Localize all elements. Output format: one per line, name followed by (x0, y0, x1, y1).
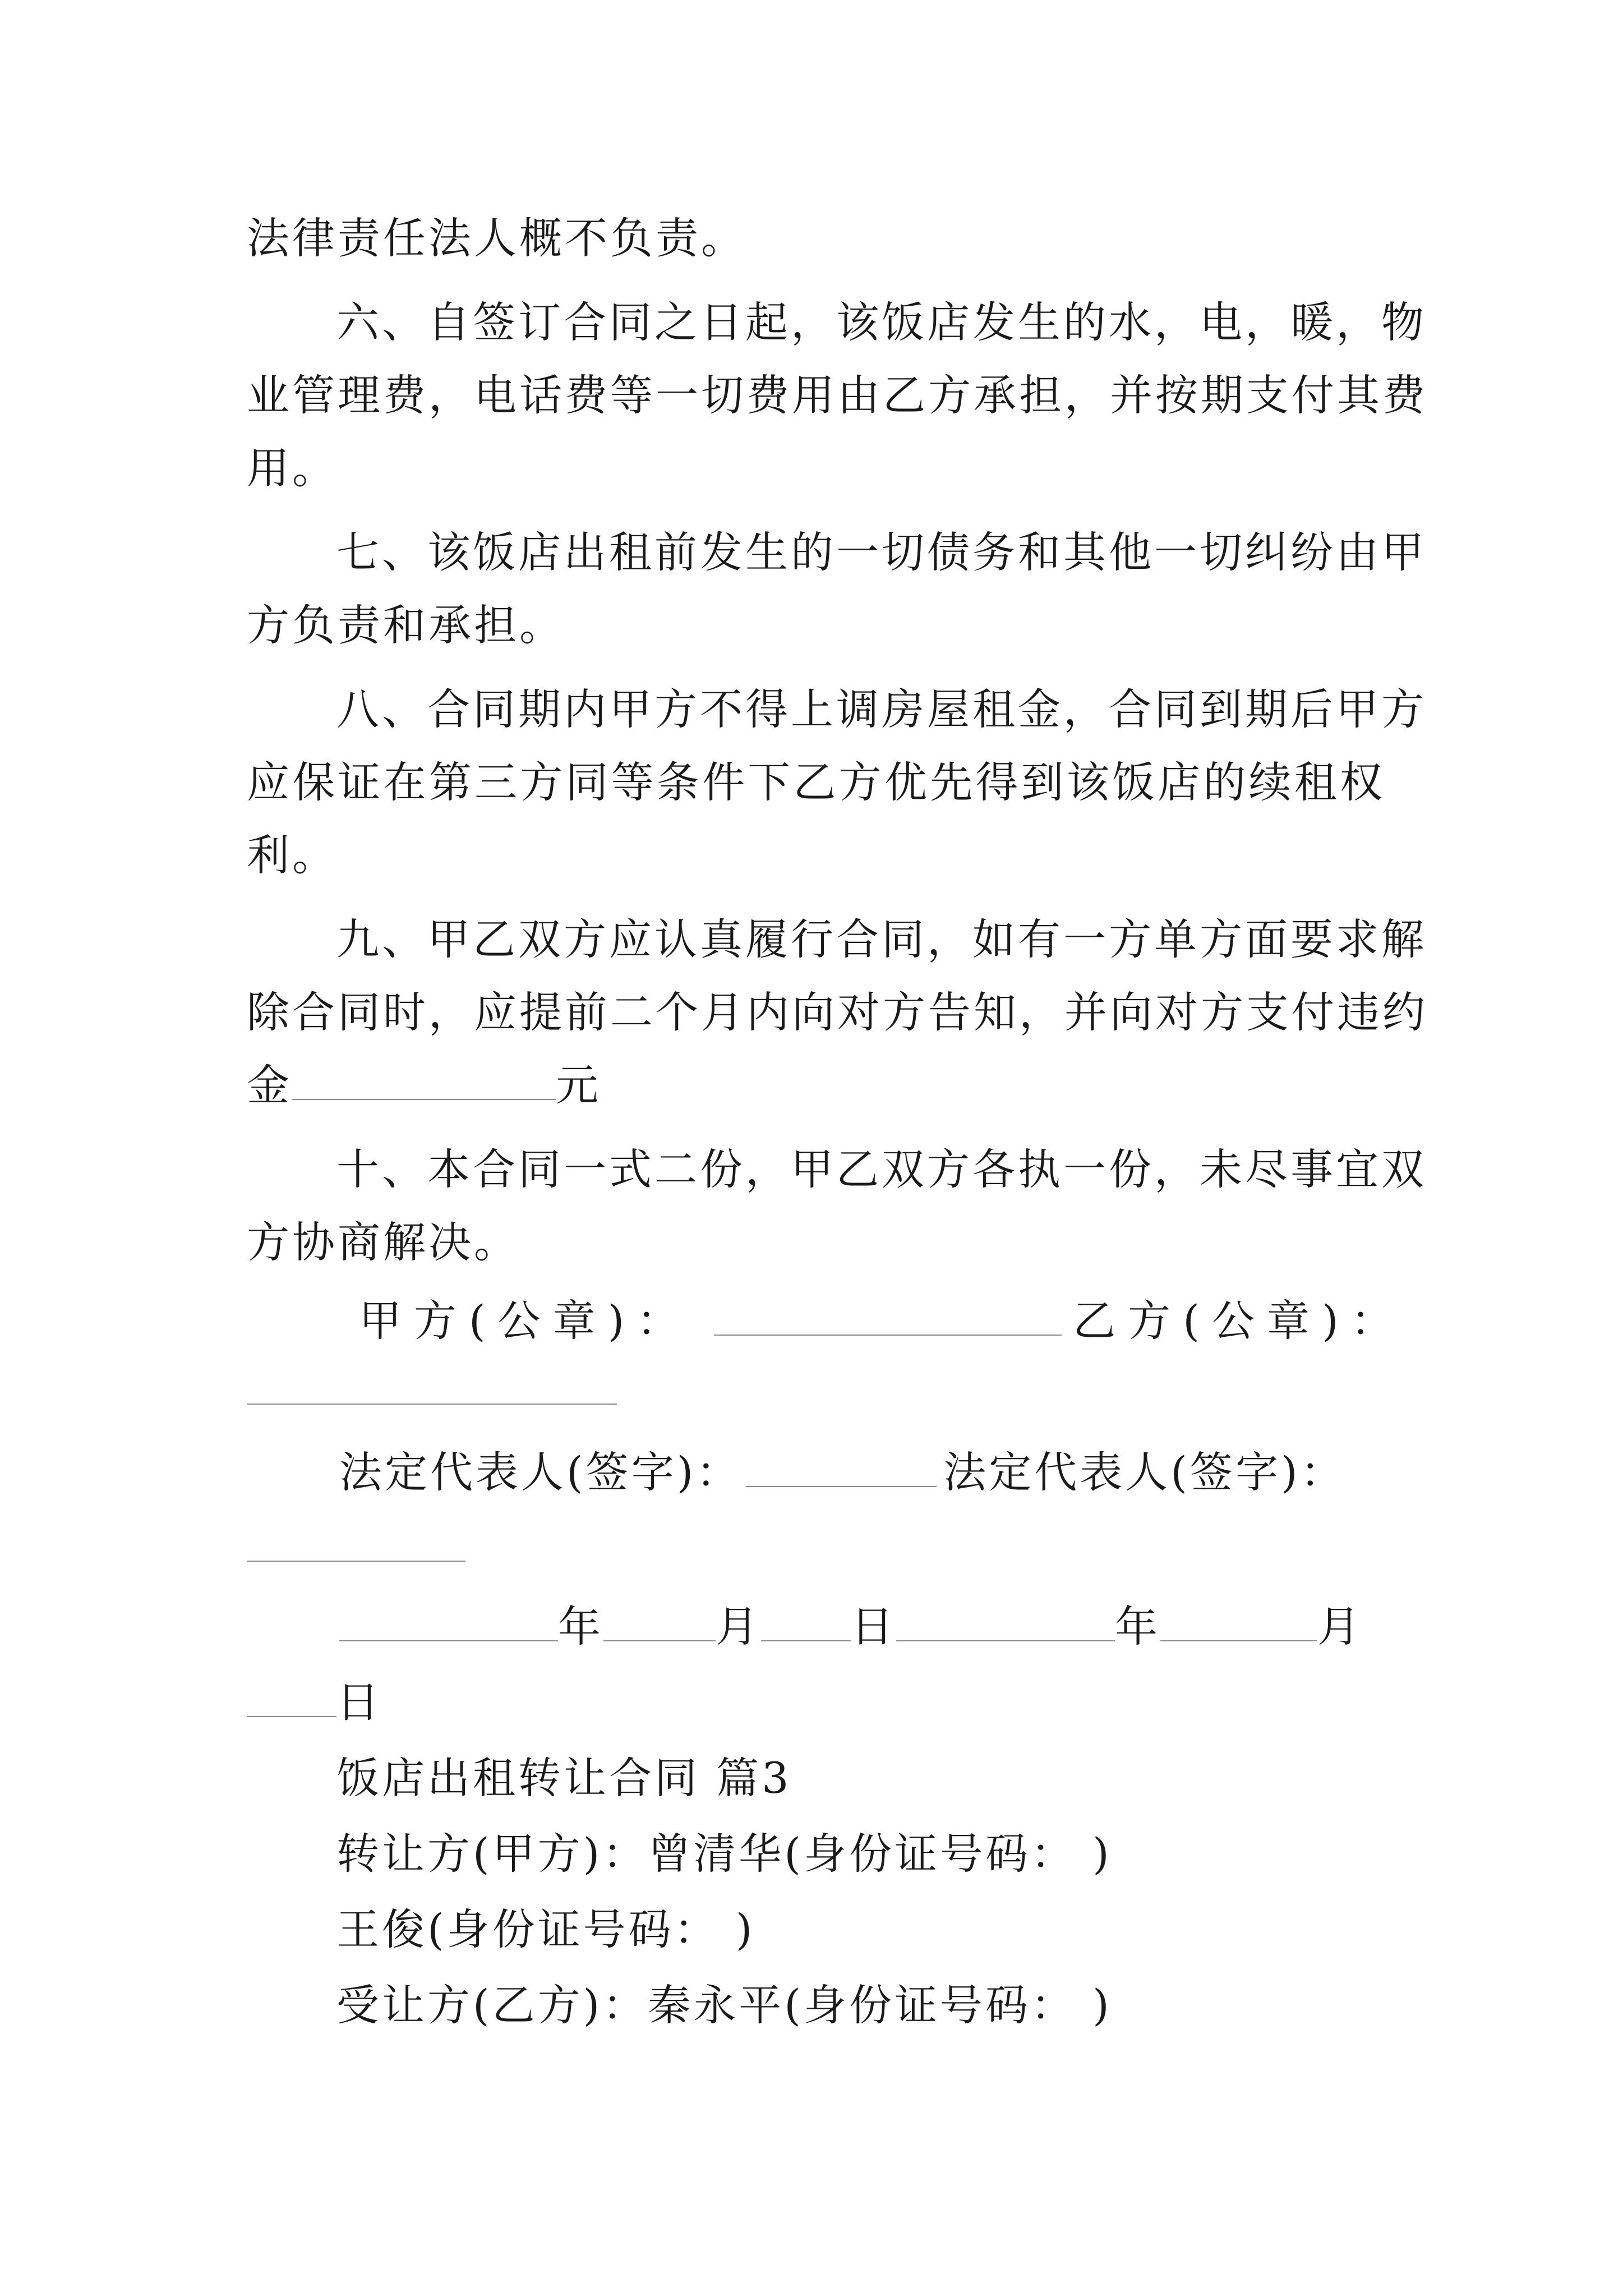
seal-line (359, 1293, 1406, 1349)
rep-a-label: 法定代表人(签字)： (339, 1447, 742, 1497)
clause-10-line-2: 方协商解决。 (247, 1217, 519, 1267)
month-a-label: 月 (716, 1602, 761, 1651)
day-b-blank (247, 1676, 336, 1717)
section-title: 饭店出租转让合同 篇3 (336, 1753, 792, 1803)
clause-9-line-3 (247, 1057, 1385, 1114)
party-b-seal-blank (247, 1404, 617, 1405)
clause-9-line-1: 九、甲乙双方应认真履行合同，如有一方单方面要求解 (336, 914, 1427, 964)
clause-7-line-2: 方负责和承担。 (247, 600, 565, 650)
rep-b-label: 法定代表人(签字)： (943, 1447, 1346, 1497)
penalty-label: 金 (247, 1060, 292, 1110)
day-a-label: 日 (851, 1602, 896, 1651)
year-b-label: 年 (1115, 1602, 1160, 1651)
representative-line (339, 1444, 1388, 1501)
clause-6-line-3: 用。 (247, 443, 338, 493)
currency-unit: 元 (556, 1060, 601, 1110)
date-line (339, 1599, 1388, 1655)
rep-b-signature-blank (247, 1561, 465, 1562)
year-b-blank (896, 1600, 1115, 1641)
clause-8-line-3: 利。 (247, 830, 338, 880)
penalty-amount-blank (292, 1059, 556, 1100)
rep-a-signature-blank (746, 1446, 937, 1487)
year-a-label: 年 (558, 1602, 603, 1651)
day-a-blank (761, 1600, 851, 1641)
clause-7-line-1: 七、该饭店出租前发生的一切债务和其他一切纠纷由甲 (336, 527, 1427, 577)
clause-8-line-1: 八、合同期内甲方不得上调房屋租金，合同到期后甲方 (336, 684, 1427, 734)
transferee-line: 受让方(乙方)：秦永平(身份证号码： ) (336, 1980, 1112, 2030)
day-b-label: 日 (336, 1677, 382, 1727)
month-b-label: 月 (1317, 1602, 1363, 1651)
party-a-seal-label: 甲方(公章)： (359, 1296, 692, 1346)
transferor-line: 转让方(甲方)：曾清华(身份证号码： ) (336, 1829, 1112, 1879)
clause-6-line-1: 六、自签订合同之日起，该饭店发生的水，电，暖，物 (336, 297, 1427, 347)
clause-9-line-2: 除合同时，应提前二个月内向对方告知，并向对方支付违约 (247, 987, 1428, 1037)
party-a-seal-blank (714, 1294, 1062, 1336)
transferor-2-line: 王俊(身份证号码： ) (336, 1904, 755, 1954)
party-b-seal-label: 乙方(公章)： (1073, 1296, 1406, 1346)
clause-6-line-2: 业管理费，电话费等一切费用由乙方承担，并按期支付其费 (247, 370, 1428, 420)
month-a-blank (603, 1600, 716, 1641)
date-line-continued (247, 1674, 1385, 1731)
year-a-blank (339, 1600, 558, 1641)
text-line: 法律责任法人概不负责。 (247, 213, 746, 263)
clause-10-line-1: 十、本合同一式二份，甲乙双方各执一份，未尽事宜双 (336, 1144, 1427, 1194)
month-b-blank (1160, 1600, 1317, 1641)
clause-8-line-2: 应保证在第三方同等条件下乙方优先得到该饭店的续租权 (247, 757, 1385, 807)
